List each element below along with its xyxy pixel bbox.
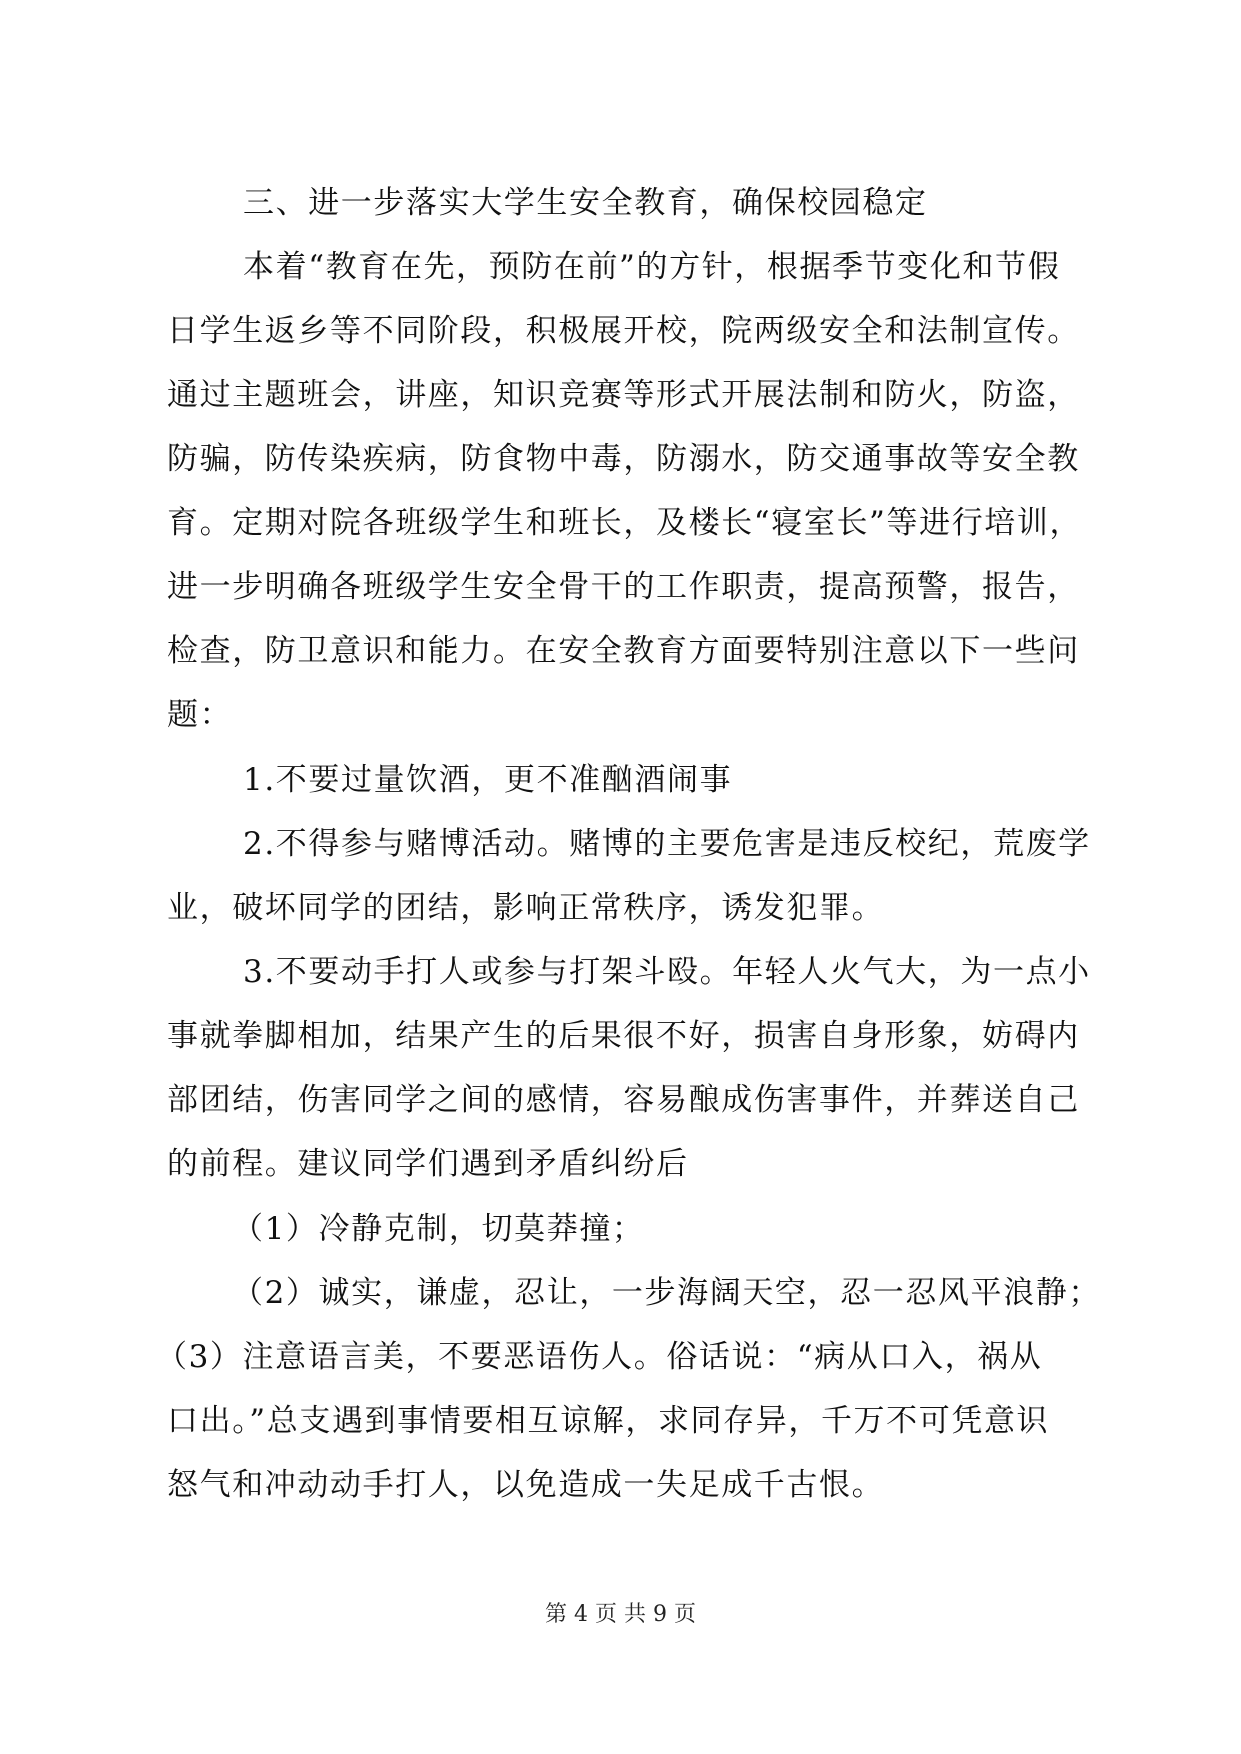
list-item-line: 业，破坏同学的团结，影响正常秩序，诱发犯罪。 bbox=[167, 890, 885, 926]
list-item-line: 3.不要动手打人或参与打架斗殴。年轻人火气大，为一点小 bbox=[243, 954, 1091, 990]
sub-item-line: （2）诚实，谦虚，忍让，一步海阔天空，忍一忍风平浪静； bbox=[232, 1275, 1101, 1311]
paragraph-line: 口出。”总支遇到事情要相互谅解，求同存异，千万不可凭意识 bbox=[167, 1403, 1050, 1439]
section-heading: 三、进一步落实大学生安全教育，确保校园稳定 bbox=[243, 185, 928, 221]
list-item-line: 事就拳脚相加，结果产生的后果很不好，损害自身形象，妨碍内 bbox=[167, 1018, 1080, 1054]
paragraph-line: 进一步明确各班级学生安全骨干的工作职责，提高预警，报告， bbox=[167, 569, 1080, 605]
paragraph-line: 检查，防卫意识和能力。在安全教育方面要特别注意以下一些问 bbox=[167, 633, 1080, 669]
paragraph-line: 通过主题班会，讲座，知识竞赛等形式开展法制和防火，防盗， bbox=[167, 377, 1080, 413]
sub-item-line: （1）冷静克制，切莫莽撞； bbox=[232, 1211, 645, 1247]
paragraph-line: 防骗，防传染疾病，防食物中毒，防溺水，防交通事故等安全教 bbox=[167, 441, 1080, 477]
sub-item-line: （3）注意语言美，不要恶语伤人。俗话说：“病从口入，祸从 bbox=[156, 1339, 1043, 1375]
list-item-line: 的前程。建议同学们遇到矛盾纠纷后 bbox=[167, 1146, 689, 1182]
paragraph-line: 题： bbox=[167, 697, 233, 733]
page-number-footer: 第 4 页 共 9 页 bbox=[545, 1602, 696, 1627]
list-item-line: 1.不要过量饮酒，更不准酗酒闹事 bbox=[243, 762, 733, 798]
paragraph-line: 怒气和冲动动手打人，以免造成一失足成千古恨。 bbox=[167, 1467, 885, 1503]
paragraph-line: 日学生返乡等不同阶段，积极展开校，院两级安全和法制宣传。 bbox=[167, 313, 1080, 349]
paragraph-line: 育。定期对院各班级学生和班长，及楼长“寝室长”等进行培训， bbox=[167, 505, 1083, 541]
list-item-line: 部团结，伤害同学之间的感情，容易酿成伤害事件，并葬送自己 bbox=[167, 1082, 1080, 1118]
paragraph-line: 本着“教育在先，预防在前”的方针，根据季节变化和节假 bbox=[243, 249, 1061, 285]
list-item-line: 2.不得参与赌博活动。赌博的主要危害是违反校纪，荒废学 bbox=[243, 826, 1091, 862]
